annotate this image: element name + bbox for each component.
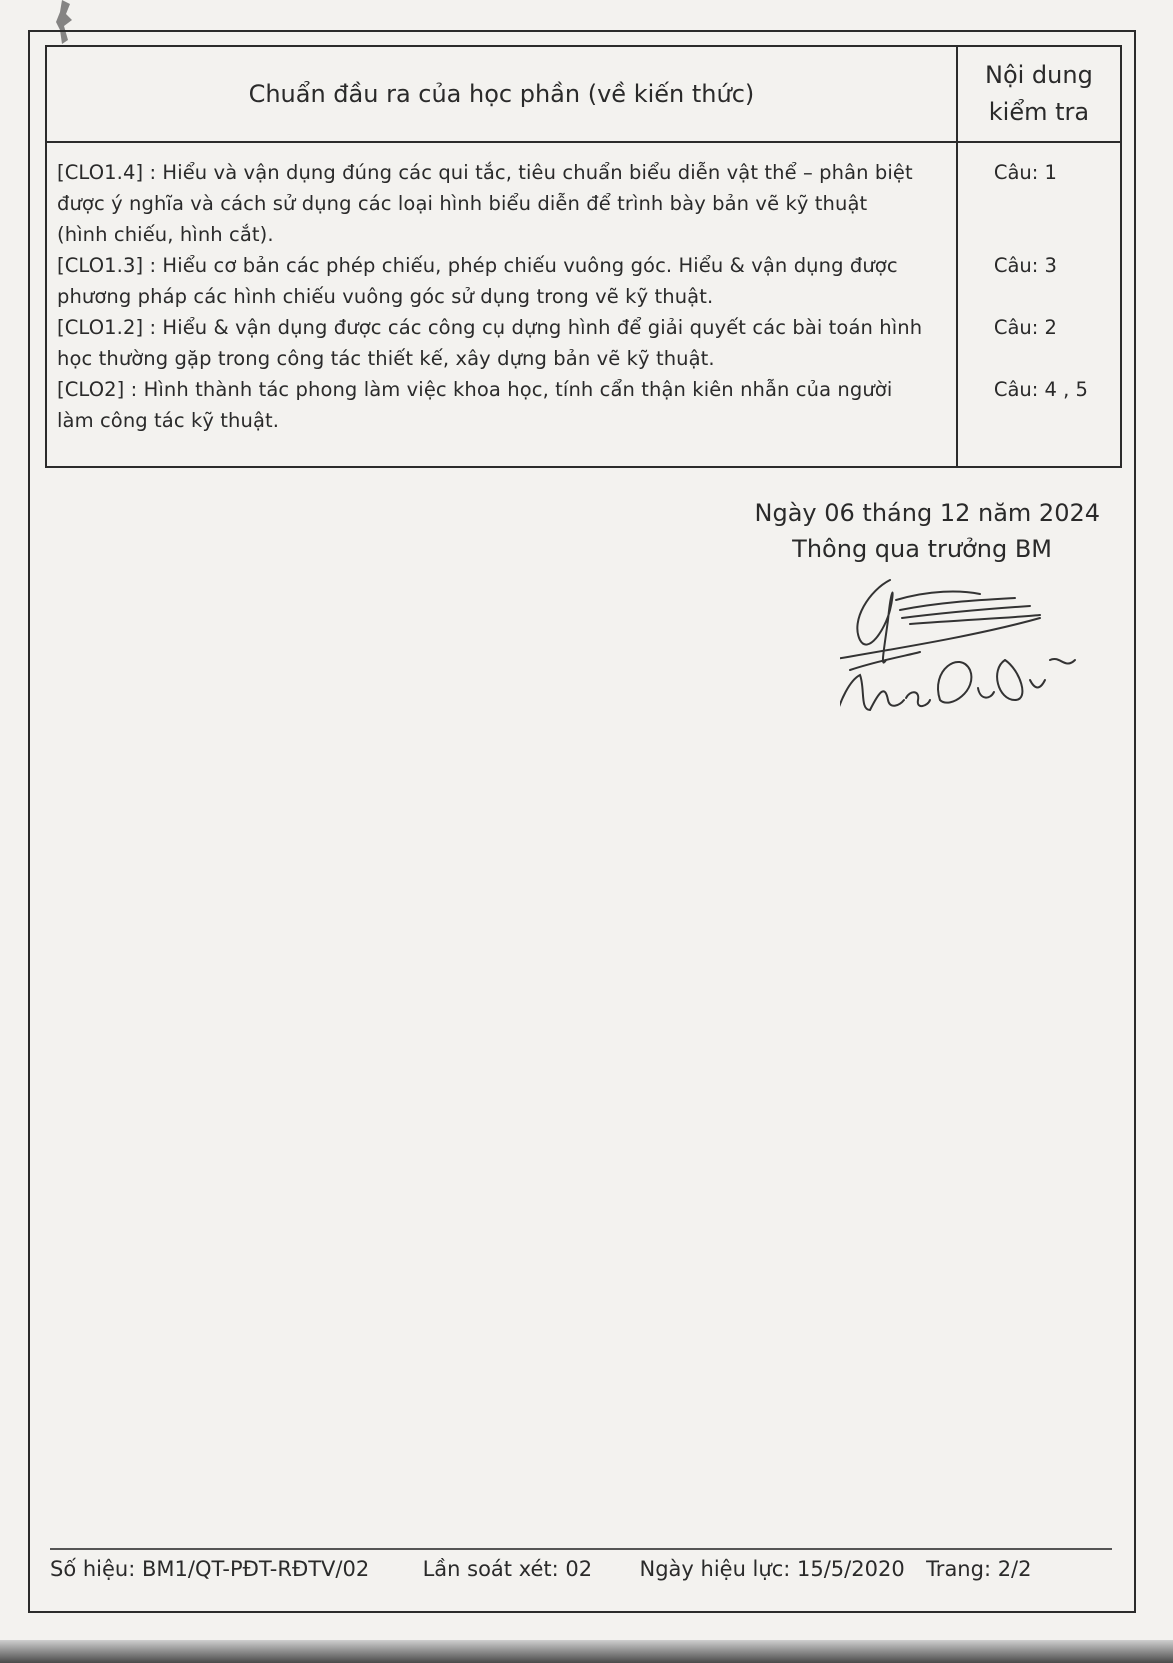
footer-page: Trang: 2/2	[926, 1557, 1032, 1581]
table-header-row	[46, 46, 1121, 142]
clo-line: làm công tác kỹ thuật.	[57, 409, 280, 432]
scan-edge	[0, 1640, 1173, 1663]
footer-effective-date: Ngày hiệu lực: 15/5/2020	[639, 1557, 905, 1581]
clo-table	[45, 45, 1122, 468]
signature-image	[840, 560, 1100, 760]
clo-line: phương pháp các hình chiếu vuông góc sử dụng trong vẽ kỹ thuật.	[57, 285, 714, 308]
header-content-line1: Nội dung	[985, 61, 1093, 89]
clo-line: được ý nghĩa và cách sử dụng các loại hình biểu diễn để trình bày bản vẽ kỹ thuật	[57, 192, 868, 215]
clo-item-1-3	[57, 250, 946, 312]
clo-line: [CLO2] : Hình thành tác phong làm việc khoa học, tính cẩn thận kiên nhẫn của người	[57, 378, 893, 401]
clo-line: (hình chiếu, hình cắt).	[57, 223, 274, 246]
table-body-row	[46, 142, 1121, 467]
spacer	[958, 281, 1120, 312]
clo-line: [CLO1.3] : Hiểu cơ bản các phép chiếu, phép chiếu vuông góc. Hiểu & vận dụng được	[57, 254, 898, 277]
footer-revision: Lần soát xét: 02	[422, 1557, 593, 1581]
clo-item-1-2	[57, 312, 946, 374]
clo-line: [CLO1.4] : Hiểu và vận dụng đúng các qui tắc, tiêu chuẩn biểu diễn vật thể – phân biệt	[57, 161, 913, 184]
clo-line: học thường gặp trong công tác thiết kế, xây dựng bản vẽ kỹ thuật.	[57, 347, 715, 370]
spacer	[958, 188, 1120, 219]
footer-code: Số hiệu: BM1/QT-PĐT-RĐTV/02	[50, 1557, 370, 1581]
clo-item-2	[57, 374, 946, 436]
header-clo: Chuẩn đầu ra của học phần (về kiến thức)	[46, 46, 957, 142]
clo-line: [CLO1.2] : Hiểu & vận dụng được các công cụ dựng hình để giải quyết các bài toán hình	[57, 316, 923, 339]
content-cell-1: Câu: 1	[993, 161, 1057, 184]
approval-date: Ngày 06 tháng 12 năm 2024	[754, 499, 1100, 527]
footer-divider	[50, 1548, 1112, 1550]
footer	[50, 1555, 1112, 1583]
content-cell-2: Câu: 2	[993, 316, 1057, 339]
header-content-line2: kiểm tra	[988, 98, 1090, 126]
spacer	[958, 343, 1120, 374]
clo-item-1-4	[57, 157, 946, 250]
content-list	[957, 142, 1121, 467]
approval-title: Thông qua trưởng BM	[792, 535, 1052, 563]
clo-list	[46, 142, 957, 467]
header-content	[957, 46, 1121, 142]
spacer	[958, 219, 1120, 250]
approval-block	[740, 495, 1100, 567]
content-cell-4: Câu: 4 , 5	[993, 378, 1088, 401]
content-cell-3: Câu: 3	[993, 254, 1057, 277]
